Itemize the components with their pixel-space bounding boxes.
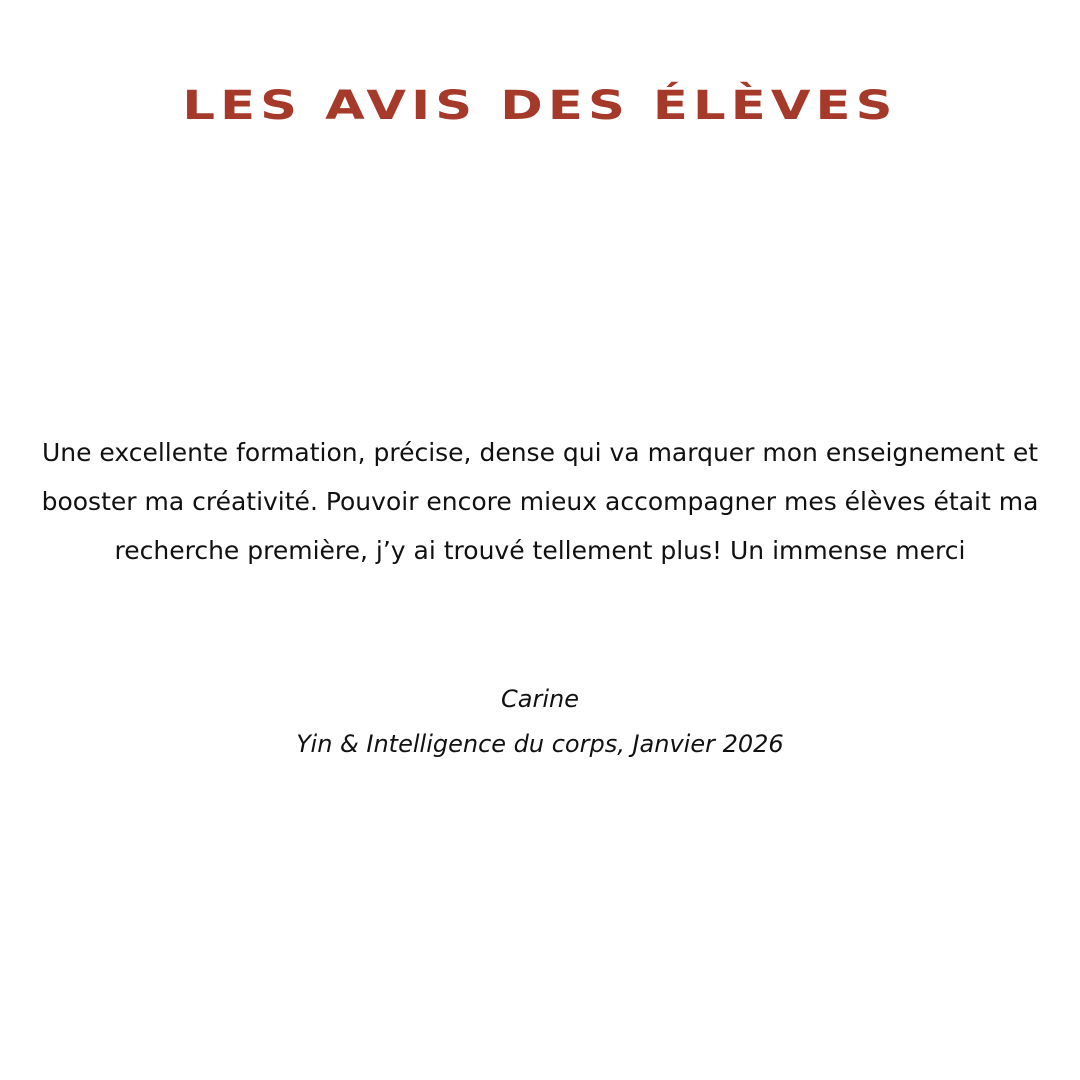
page-title: LES AVIS DES ÉLÈVES xyxy=(182,83,898,129)
course-name: Yin & Intelligence du corps, Janvier 2026 xyxy=(296,730,784,758)
testimonial-attribution xyxy=(0,677,1080,767)
author-name: Carine xyxy=(501,685,579,713)
testimonial-quote: Une excellente formation, précise, dense qui va marquer mon enseignement et booster ma créativité. Pouvoir encore mieux accompagner mes élèves était ma recherche première, j’y ai trouvé tellement plus! Un immense merci xyxy=(41,438,1039,565)
